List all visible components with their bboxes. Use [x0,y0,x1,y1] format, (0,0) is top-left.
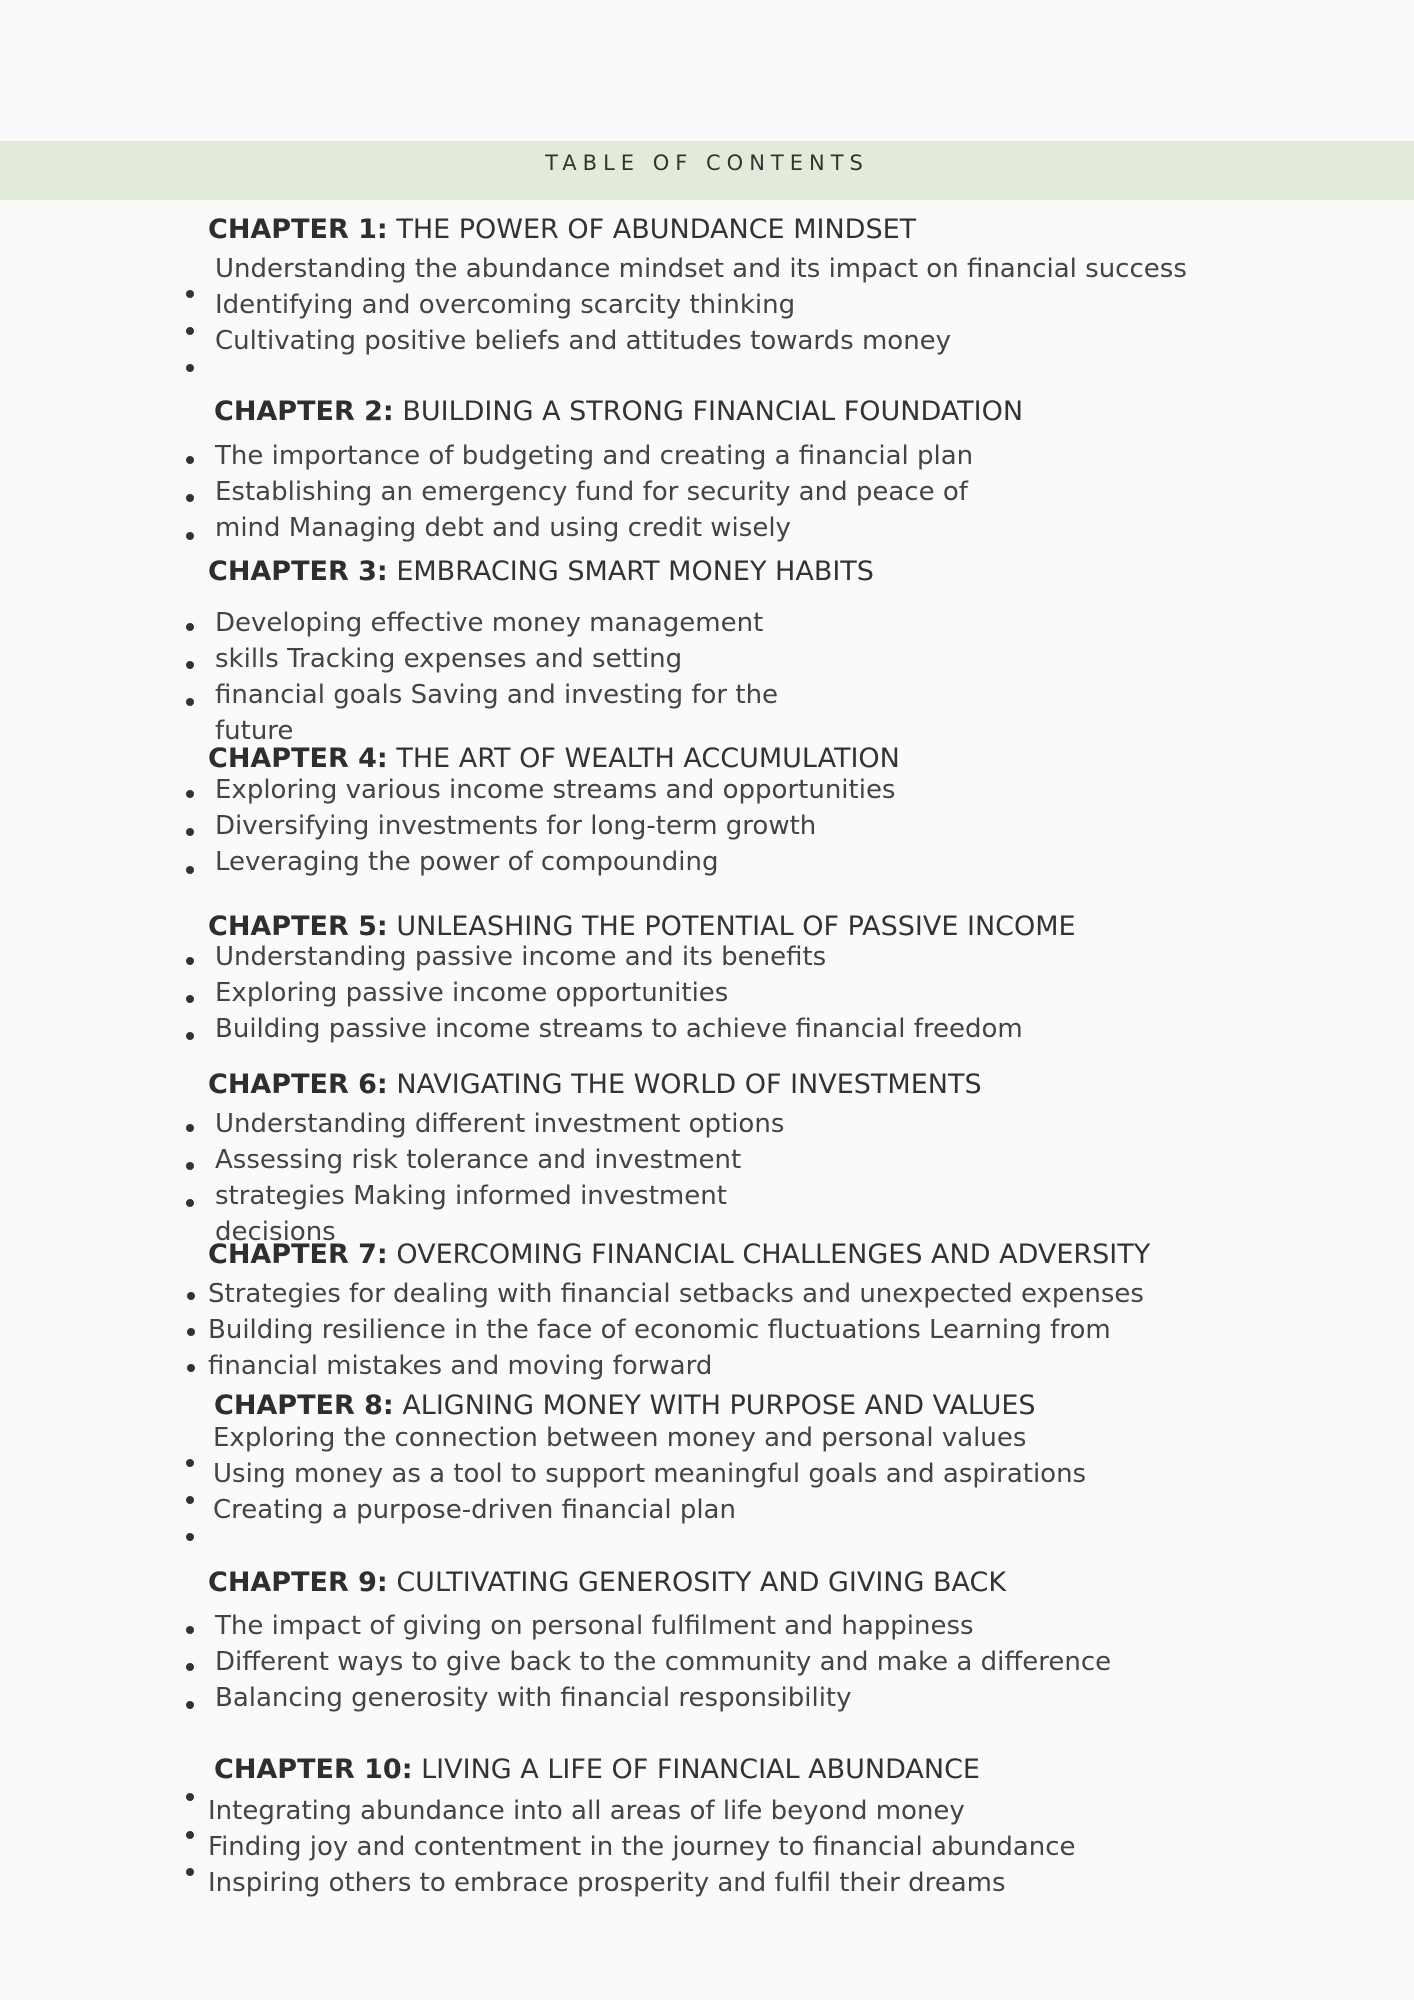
bullet-icon [186,1199,194,1207]
chapter-6-heading [208,1071,982,1098]
chapter-7-label: CHAPTER 7: [208,1239,388,1270]
chapter-2-item-2: Establishing an emergency fund for security and peace of [215,477,968,507]
chapter-3-title: EMBRACING SMART MONEY HABITS [396,556,874,587]
bullet-icon [186,456,194,464]
bullet-icon [186,532,194,540]
chapter-8-item-2: Using money as a tool to support meaningful goals and aspirations [213,1459,1087,1489]
bullet-icon [186,1032,194,1040]
chapter-10-item-1: Integrating abundance into all areas of life beyond money [208,1796,965,1826]
chapter-1-title: THE POWER OF ABUNDANCE MINDSET [396,214,917,245]
chapter-6-item-3: strategies Making informed investment [215,1181,727,1211]
chapter-3-item-3: financial goals Saving and investing for the [215,680,779,710]
chapter-10-item-2: Finding joy and contentment in the journey to financial abundance [208,1832,1076,1862]
bullet-icon [186,1831,194,1839]
bullet-icon [186,494,194,502]
bullet-icon [186,661,194,669]
bullet-icon [187,1292,195,1300]
chapter-4-label: CHAPTER 4: [208,743,388,774]
chapter-4-item-1: Exploring various income streams and opportunities [215,775,896,805]
chapter-9-item-1: The impact of giving on personal fulfilment and happiness [215,1611,974,1641]
chapter-1-label: CHAPTER 1: [208,214,388,245]
bullet-icon [186,698,194,706]
chapter-2-label: CHAPTER 2: [214,396,394,427]
chapter-3-item-2: skills Tracking expenses and setting [215,644,683,674]
bullet-icon [186,1663,194,1671]
chapter-8-item-3: Creating a purpose-driven financial plan [213,1495,736,1525]
chapter-6-item-2: Assessing risk tolerance and investment [215,1145,742,1175]
chapter-4-title: THE ART OF WEALTH ACCUMULATION [396,743,900,774]
chapter-3-item-4: future [215,716,294,746]
chapter-7-heading [208,1241,1150,1268]
bullet-icon [187,1364,195,1372]
chapter-5-item-2: Exploring passive income opportunities [215,978,729,1008]
chapter-10-title: LIVING A LIFE OF FINANCIAL ABUNDANCE [421,1754,980,1785]
chapter-5-item-3: Building passive income streams to achieve financial freedom [215,1014,1023,1044]
chapter-6-label: CHAPTER 6: [208,1069,388,1100]
page-title: TABLE OF CONTENTS [545,151,869,175]
bullet-icon [186,1701,194,1709]
chapter-2-item-3: mind Managing debt and using credit wisely [215,513,791,543]
chapter-5-title: UNLEASHING THE POTENTIAL OF PASSIVE INCOME [396,911,1076,942]
bullet-icon [186,790,194,798]
chapter-4-heading [208,745,900,772]
bullet-icon [186,364,194,372]
chapter-4-item-2: Diversifying investments for long-term growth [215,811,817,841]
chapter-8-item-1: Exploring the connection between money and personal values [213,1423,1027,1453]
bullet-icon [186,828,194,836]
chapter-4-item-3: Leveraging the power of compounding [215,847,719,877]
chapter-8-heading [214,1392,1036,1419]
chapter-7-item-1: Strategies for dealing with financial setbacks and unexpected expenses [208,1279,1144,1309]
bullet-icon [187,1328,195,1336]
bullet-icon [186,866,194,874]
bullet-icon [186,1533,194,1541]
bullet-icon [186,623,194,631]
chapter-10-heading [214,1756,980,1783]
chapter-1-item-3: Cultivating positive beliefs and attitudes towards money [215,326,952,356]
bullet-icon [186,290,194,298]
bullet-icon [186,1459,194,1467]
chapter-2-heading [214,398,1023,425]
chapter-7-title: OVERCOMING FINANCIAL CHALLENGES AND ADVERSITY [396,1239,1151,1270]
bullet-icon [186,1626,194,1634]
chapter-9-heading [208,1569,1006,1596]
chapter-9-item-3: Balancing generosity with financial responsibility [215,1683,852,1713]
chapter-8-label: CHAPTER 8: [214,1390,394,1421]
chapter-1-item-1: Understanding the abundance mindset and its impact on financial success [215,254,1187,284]
chapter-5-heading [208,913,1076,940]
chapter-8-title: ALIGNING MONEY WITH PURPOSE AND VALUES [402,1390,1036,1421]
bullet-icon [186,327,194,335]
bullet-icon [186,957,194,965]
bullet-icon [186,1496,194,1504]
chapter-7-item-3: financial mistakes and moving forward [208,1351,713,1381]
chapter-6-item-1: Understanding different investment options [215,1109,785,1139]
bullet-icon [186,1162,194,1170]
bullet-icon [186,995,194,1003]
chapter-6-title: NAVIGATING THE WORLD OF INVESTMENTS [396,1069,982,1100]
chapter-10-item-3: Inspiring others to embrace prosperity and fulfil their dreams [208,1868,1006,1898]
chapter-7-item-2: Building resilience in the face of economic fluctuations Learning from [208,1315,1111,1345]
chapter-1-heading [208,216,916,243]
chapter-9-label: CHAPTER 9: [208,1567,388,1598]
bullet-icon [186,1868,194,1876]
chapter-9-item-2: Different ways to give back to the community and make a difference [215,1647,1112,1677]
chapter-5-label: CHAPTER 5: [208,911,388,942]
chapter-6-item-4: decisions [215,1217,336,1247]
chapter-2-item-1: The importance of budgeting and creating a financial plan [215,441,974,471]
chapter-2-title: BUILDING A STRONG FINANCIAL FOUNDATION [402,396,1024,427]
chapter-3-item-1: Developing effective money management [215,608,764,638]
chapter-3-heading [208,558,874,585]
chapter-9-title: CULTIVATING GENEROSITY AND GIVING BACK [396,1567,1007,1598]
bullet-icon [186,1793,194,1801]
bullet-icon [186,1124,194,1132]
chapter-1-item-2: Identifying and overcoming scarcity thinking [215,290,796,320]
chapter-5-item-1: Understanding passive income and its benefits [215,942,827,972]
chapter-3-label: CHAPTER 3: [208,556,388,587]
chapter-10-label: CHAPTER 10: [214,1754,413,1785]
